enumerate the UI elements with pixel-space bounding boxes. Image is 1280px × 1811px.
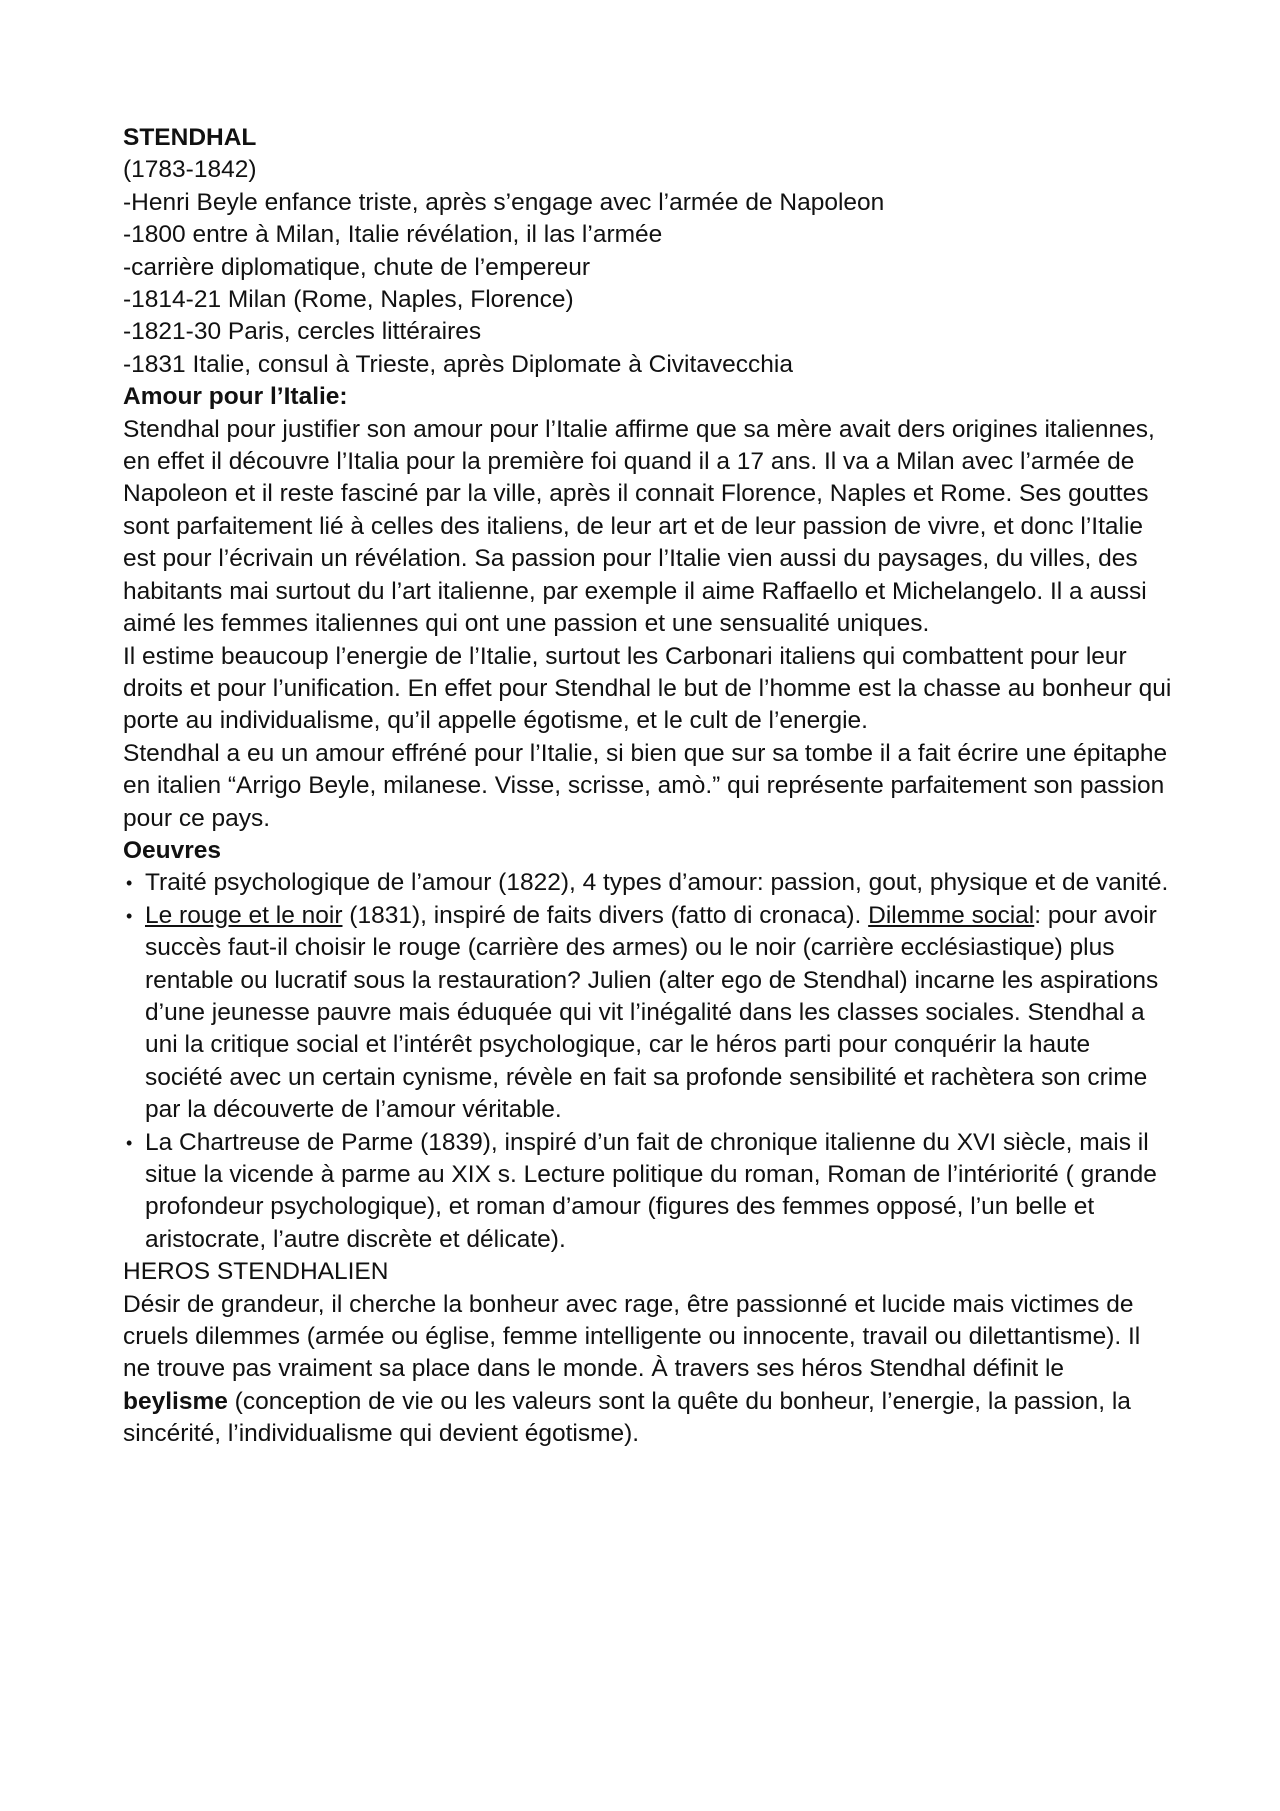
amour-paragraph-2: Il estime beaucoup l’energie de l’Italie, surtout les Carbonari italiens qui combattent pour leur droits et pour l’unification. En effet pour Stendhal le but de l’homme est la chasse au bonheur qui porte au individualisme, qu’il appelle égotisme, et le cult de l’energie. [123, 642, 1172, 735]
oeuvre-traite: Traité psychologique de l’amour (1822), 4 types d’amour: passion, gout, physique et de vanité. [145, 869, 1169, 897]
bio-line: -Henri Beyle enfance triste, après s’engage avec l’armée de Napoleon [123, 188, 885, 216]
dilemme-social-term: Dilemme social [868, 901, 1035, 929]
oeuvre-rouge-noir-text-2: : pour avoir succès faut-il choisir le rouge (carrière des armes) ou le noir (carrière ecclésiastique) plus rentable ou lucratif sous la restauration? Julien (alter ego de Stendhal) incarne les aspirations d’une jeunesse pauvre mais éduquée qui vit l’inégalité dans les classes sociales. Stendhal a uni la critique social et l’intérêt psychologique, car le héros parti pour conquérir la haute société avec un certain cynisme, révèle en fait sa profonde sensibilité et rachètera son crime par la découverte de l’amour véritable. [145, 901, 1159, 1124]
oeuvre-chartreuse: La Chartreuse de Parme (1839), inspiré d’un fait de chronique italienne du XVI siècle, mais il situe la vicende à parme au XIX s. Lecture politique du roman, Roman de l’intériorité ( grande profondeur psychologique), et roman d’amour (figures des femmes opposé, l’un belle et aristocrate, l’autre discrète et délicate). [145, 1128, 1157, 1253]
section-heading-heros: HEROS STENDHALIEN [123, 1258, 389, 1286]
list-item [123, 900, 1173, 1127]
amour-paragraph-3: Stendhal a eu un amour effréné pour l’Italie, si bien que sur sa tombe il a fait écrire une épitaphe en italien “Arrigo Beyle, milanese. Visse, scrisse, amò.” qui représente parfaitement son passion pour ce pays. [123, 739, 1168, 832]
bio-line: -1831 Italie, consul à Trieste, après Diplomate à Civitavecchia [123, 350, 793, 378]
section-heading-amour: Amour pour l’Italie: [123, 383, 348, 411]
heros-text-after: (conception de vie ou les valeurs sont la quête du bonheur, l’energie, la passion, la sincérité, l’individualisme qui devient égotisme). [123, 1387, 1131, 1448]
beylisme-term: beylisme [123, 1387, 228, 1415]
bio-line: -1800 entre à Milan, Italie révélation, il las l’armée [123, 221, 663, 249]
section-heading-oeuvres: Oeuvres [123, 836, 222, 864]
amour-paragraph-1: Stendhal pour justifier son amour pour l’Italie affirme que sa mère avait ders origines italiennes, en effet il découvre l’Italia pour la première foi quand il a 17 ans. Il va a Milan avec l’armée de Napoleon et il reste fasciné par la ville, après il connait Florence, Naples et Rome. Ses gouttes sont parfaitement lié à celles des italiens, de leur art et de leur passion de vivre, et donc l’Italie est pour l’écrivain un révélation. Sa passion pour l’Italie vien aussi du paysages, du villes, des habitants mai surtout du l’art italienne, par exemple il aime Raffaello et Michelangelo. Il a aussi aimé les femmes italiennes qui ont une passion et une sensualité uniques. [123, 415, 1155, 638]
oeuvres-list [123, 867, 1173, 1256]
author-title: STENDHAL [123, 124, 257, 151]
bio-line: -1821-30 Paris, cercles littéraires [123, 318, 482, 346]
list-item [123, 1127, 1173, 1257]
oeuvre-rouge-noir-text-1: (1831), inspiré de faits divers (fatto di cronaca). [342, 901, 869, 929]
list-item [123, 867, 1173, 899]
author-dates: (1783-1842) [123, 156, 257, 184]
bio-line: -1814-21 Milan (Rome, Naples, Florence) [123, 286, 574, 314]
document-page [123, 122, 1173, 1451]
heros-paragraph [123, 1289, 1173, 1451]
bio-line: -carrière diplomatique, chute de l’empereur [123, 253, 591, 281]
bio-list [123, 187, 1173, 381]
oeuvre-rouge-noir-title: Le rouge et le noir [145, 901, 343, 929]
heros-text-before: Désir de grandeur, il cherche la bonheur avec rage, être passionné et lucide mais victimes de cruels dilemmes (armée ou église, femme intelligente ou innocente, travail ou dilettantisme). Il ne trouve pas vraiment sa place dans le monde. À travers ses héros Stendhal définit le [123, 1290, 1141, 1383]
